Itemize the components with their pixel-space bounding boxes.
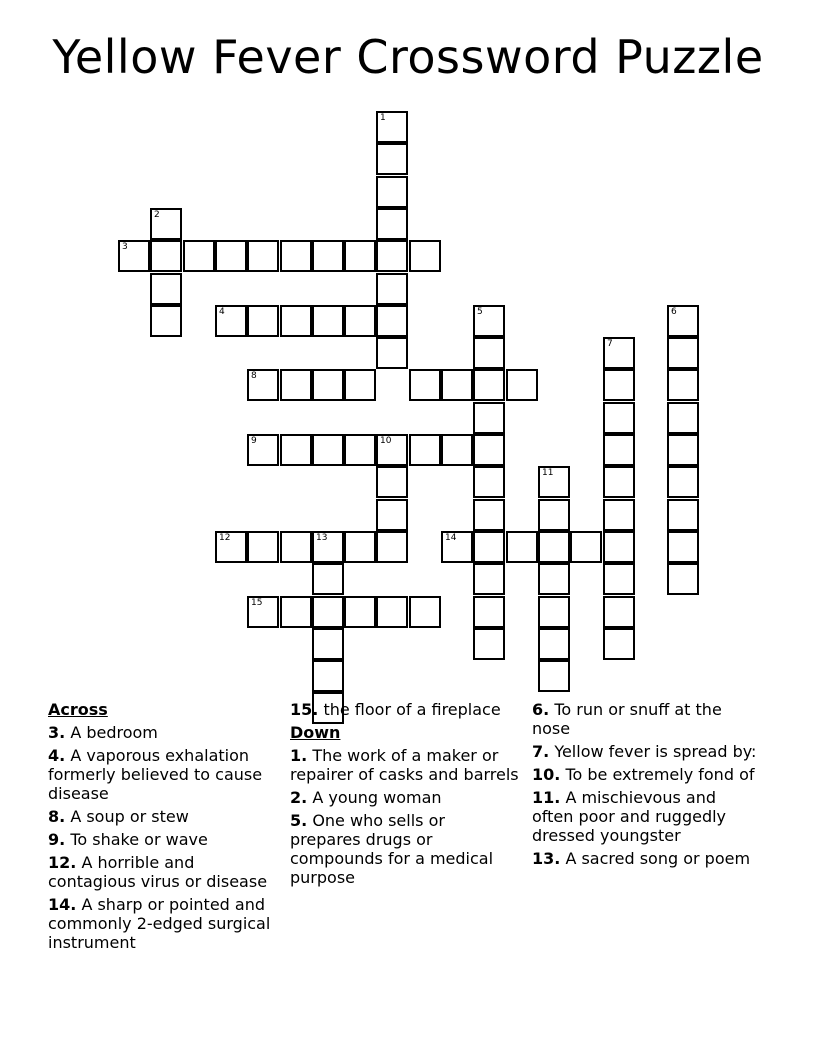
grid-cell[interactable]: [344, 305, 376, 337]
grid-cell[interactable]: [538, 499, 570, 531]
grid-cell[interactable]: [247, 434, 279, 466]
grid-cell[interactable]: [150, 273, 182, 305]
clue-down-6: 6. To run or snuff at the nose: [532, 700, 722, 738]
grid-cell[interactable]: [603, 434, 635, 466]
grid-cell[interactable]: [118, 240, 150, 272]
grid-cell[interactable]: [312, 531, 344, 563]
grid-cell[interactable]: [183, 240, 215, 272]
grid-cell[interactable]: [667, 434, 699, 466]
grid-cell[interactable]: [473, 563, 505, 595]
grid-cell[interactable]: [667, 499, 699, 531]
clue-number: 3: [122, 242, 128, 252]
grid-cell[interactable]: [280, 305, 312, 337]
clue-down-7: 7. Yellow fever is spread by:: [532, 742, 757, 761]
grid-cell[interactable]: [280, 531, 312, 563]
clue-down-13: 13. A sacred song or poem: [532, 849, 751, 868]
grid-cell[interactable]: [441, 531, 473, 563]
grid-cell[interactable]: [538, 531, 570, 563]
clue-across-4: 4. A vaporous exhalation formerly believed to cause disease: [48, 746, 263, 803]
clue-number: 13: [316, 533, 328, 543]
clue-number: 14: [445, 533, 457, 543]
grid-cell[interactable]: [603, 628, 635, 660]
grid-cell[interactable]: [667, 466, 699, 498]
grid-cell[interactable]: [538, 660, 570, 692]
grid-cell[interactable]: [473, 369, 505, 401]
grid-cell[interactable]: [376, 531, 408, 563]
clue-down-5: 5. One who sells or prepares drugs or compounds for a medical purpose: [290, 811, 494, 887]
clue-number: 5: [477, 307, 483, 317]
grid-cell[interactable]: [247, 369, 279, 401]
grid-cell[interactable]: [150, 305, 182, 337]
grid-cell[interactable]: [312, 434, 344, 466]
grid-cell[interactable]: [538, 596, 570, 628]
grid-cell[interactable]: [441, 369, 473, 401]
clue-number: 8: [251, 371, 257, 381]
grid-cell[interactable]: [312, 563, 344, 595]
grid-cell[interactable]: [376, 434, 408, 466]
grid-cell[interactable]: [473, 531, 505, 563]
grid-cell[interactable]: [376, 273, 408, 305]
grid-cell[interactable]: [603, 499, 635, 531]
grid-cell[interactable]: [215, 240, 247, 272]
grid-cell[interactable]: [312, 369, 344, 401]
grid-cell[interactable]: [376, 596, 408, 628]
clue-number: 9: [251, 436, 257, 446]
grid-cell[interactable]: [280, 240, 312, 272]
grid-cell[interactable]: [538, 628, 570, 660]
grid-cell[interactable]: [215, 305, 247, 337]
grid-cell[interactable]: [473, 628, 505, 660]
clue-across-12: 12. A horrible and contagious virus or disease: [48, 853, 268, 891]
grid-cell[interactable]: [667, 402, 699, 434]
grid-cell[interactable]: [603, 466, 635, 498]
clue-across-15: 15. the floor of a fireplace: [290, 700, 501, 719]
grid-cell[interactable]: [312, 240, 344, 272]
grid-cell[interactable]: [280, 596, 312, 628]
grid-cell[interactable]: [603, 531, 635, 563]
grid-cell[interactable]: [667, 337, 699, 369]
grid-cell[interactable]: [441, 434, 473, 466]
clue-column-1: [48, 700, 278, 956]
page-title: Yellow Fever Crossword Puzzle: [52, 30, 764, 84]
grid-cell[interactable]: [538, 563, 570, 595]
grid-cell[interactable]: [312, 628, 344, 660]
grid-cell[interactable]: [247, 596, 279, 628]
clue-number: 2: [154, 210, 160, 220]
grid-cell[interactable]: [473, 596, 505, 628]
grid-cell[interactable]: [376, 143, 408, 175]
clue-down-2: 2. A young woman: [290, 788, 442, 807]
grid-cell[interactable]: [150, 208, 182, 240]
grid-cell[interactable]: [667, 369, 699, 401]
grid-cell[interactable]: [344, 531, 376, 563]
grid-cell[interactable]: [150, 240, 182, 272]
clue-across-8: 8. A soup or stew: [48, 807, 189, 826]
grid-cell[interactable]: [215, 531, 247, 563]
grid-cell[interactable]: [376, 240, 408, 272]
clue-down-10: 10. To be extremely fond of: [532, 765, 755, 784]
clue-across-14: 14. A sharp or pointed and commonly 2-edged surgical instrument: [48, 895, 271, 952]
grid-cell[interactable]: [667, 531, 699, 563]
grid-cell[interactable]: [312, 305, 344, 337]
grid-cell[interactable]: [376, 176, 408, 208]
grid-cell[interactable]: [473, 337, 505, 369]
clue-number: 10: [380, 436, 392, 446]
grid-cell[interactable]: [473, 402, 505, 434]
grid-cell[interactable]: [506, 369, 538, 401]
grid-cell[interactable]: [667, 305, 699, 337]
across-header: Across: [48, 700, 108, 719]
clue-down-11: 11. A mischievous and often poor and ruggedly dressed youngster: [532, 788, 727, 845]
grid-cell[interactable]: [247, 240, 279, 272]
grid-cell[interactable]: [280, 369, 312, 401]
clue-number: 4: [219, 307, 225, 317]
clue-number: 11: [542, 468, 554, 478]
grid-cell[interactable]: [473, 466, 505, 498]
grid-cell[interactable]: [409, 240, 441, 272]
grid-cell[interactable]: [280, 434, 312, 466]
grid-cell[interactable]: [376, 305, 408, 337]
grid-cell[interactable]: [409, 369, 441, 401]
clue-down-1: 1. The work of a maker or repairer of casks and barrels: [290, 746, 519, 784]
clue-number: 12: [219, 533, 231, 543]
grid-cell[interactable]: [344, 369, 376, 401]
grid-cell[interactable]: [473, 499, 505, 531]
clue-column-3: [532, 700, 762, 872]
clue-column-2: [290, 700, 520, 891]
grid-cell[interactable]: [344, 240, 376, 272]
grid-cell[interactable]: [473, 434, 505, 466]
grid-cell[interactable]: [409, 596, 441, 628]
clue-across-9: 9. To shake or wave: [48, 830, 208, 849]
clue-number: 15: [251, 598, 263, 608]
clue-number: 6: [671, 307, 677, 317]
grid-cell[interactable]: [247, 531, 279, 563]
grid-cell[interactable]: [409, 434, 441, 466]
grid-cell[interactable]: [603, 563, 635, 595]
grid-cell[interactable]: [538, 466, 570, 498]
clue-number: 7: [607, 339, 613, 349]
grid-cell[interactable]: [376, 208, 408, 240]
down-header: Down: [290, 723, 341, 742]
grid-cell[interactable]: [376, 466, 408, 498]
grid-cell[interactable]: [603, 369, 635, 401]
grid-cell[interactable]: [344, 596, 376, 628]
clue-number: 1: [380, 113, 386, 123]
grid-cell[interactable]: [473, 305, 505, 337]
grid-cell[interactable]: [312, 660, 344, 692]
grid-cell[interactable]: [603, 402, 635, 434]
grid-cell[interactable]: [603, 596, 635, 628]
grid-cell[interactable]: [506, 531, 538, 563]
grid-cell[interactable]: [312, 596, 344, 628]
grid-cell[interactable]: [376, 337, 408, 369]
grid-cell[interactable]: [603, 337, 635, 369]
grid-cell[interactable]: [667, 563, 699, 595]
grid-cell[interactable]: [247, 305, 279, 337]
clue-across-3: 3. A bedroom: [48, 723, 158, 742]
grid-cell[interactable]: [376, 499, 408, 531]
grid-cell[interactable]: [570, 531, 602, 563]
grid-cell[interactable]: [344, 434, 376, 466]
grid-cell[interactable]: [376, 111, 408, 143]
